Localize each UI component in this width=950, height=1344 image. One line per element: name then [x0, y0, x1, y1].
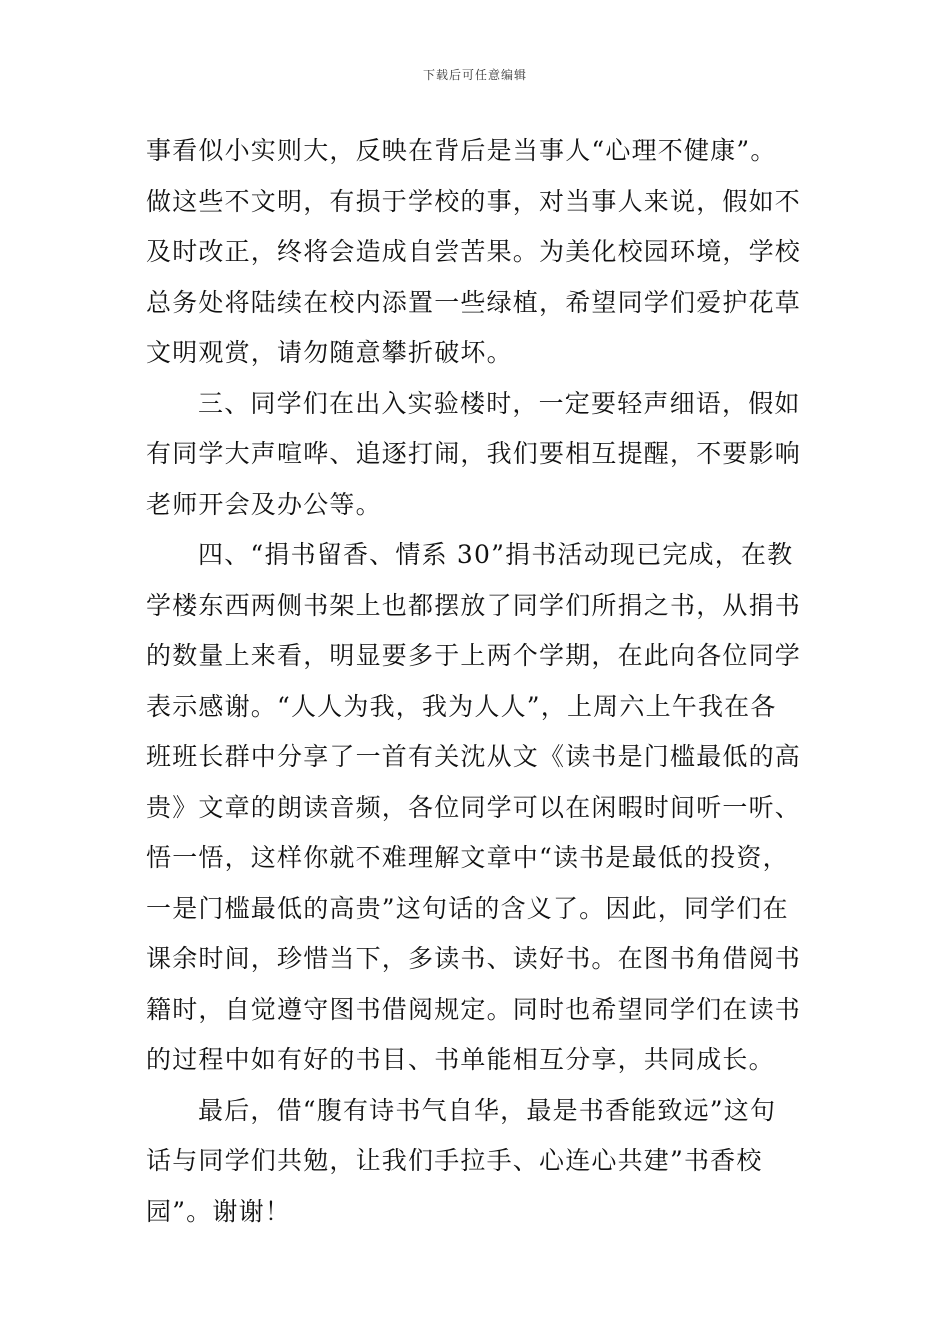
text-line: 学楼东西两侧书架上也都摆放了同学们所捐之书，从捐书 [146, 590, 802, 620]
text-line: 有同学大声喧哗、追逐打闹，我们要相互提醒，不要影响 [146, 439, 802, 468]
text-line: 园”。谢谢！ [146, 1196, 291, 1226]
text-line: 课余时间，珍惜当下，多读书、读好书。在图书角借阅书 [146, 944, 802, 973]
text-line: 的过程中如有好的书目、书单能相互分享，共同成长。 [146, 1045, 775, 1074]
text-line: 总务处将陆续在校内添置一些绿植，希望同学们爱护花草 [146, 287, 802, 317]
text-line: 班班长群中分享了一首有关沈从文《读书是门槛最低的高 [146, 742, 802, 771]
document-body [146, 126, 811, 1237]
text-line: 一是门槛最低的高贵”这句话的含义了。因此，同学们在 [146, 893, 789, 923]
paragraph-start-line: 最后，借“腹有诗书气自华，最是书香能致远”这句 [198, 1095, 777, 1125]
page-header: 下载后可任意编辑 [422, 68, 527, 82]
text-line: 贵》文章的朗读音频，各位同学可以在闲暇时间听一听、 [146, 792, 802, 822]
paragraph-start-line: 三、同学们在出入实验楼时，一定要轻声细语，假如 [198, 388, 801, 418]
text-line: 文明观赏，请勿随意攀折破坏。 [146, 338, 513, 367]
text-line: 表示感谢。“人人为我，我为人人”，上周六上午我在各 [146, 691, 777, 721]
text-line: 事看似小实则大，反映在背后是当事人“心理不健康”。 [146, 136, 777, 165]
text-line: 悟一悟，这样你就不难理解文章中“读书是最低的投资， [146, 843, 789, 872]
paragraph-start-line: 四、“捐书留香、情系 30”捐书活动现已完成，在教 [198, 540, 794, 569]
text-line: 的数量上来看，明显要多于上两个学期，在此向各位同学 [146, 641, 802, 670]
text-line: 做这些不文明，有损于学校的事，对当事人来说，假如不 [146, 186, 802, 216]
text-line: 籍时，自觉遵守图书借阅规定。同时也希望同学们在读书 [146, 994, 802, 1024]
text-line: 话与同学们共勉，让我们手拉手、心连心共建”书香校 [146, 1146, 763, 1175]
text-line: 老师开会及办公等。 [146, 489, 382, 519]
text-line: 及时改正，终将会造成自尝苦果。为美化校园环境，学校 [146, 237, 802, 266]
